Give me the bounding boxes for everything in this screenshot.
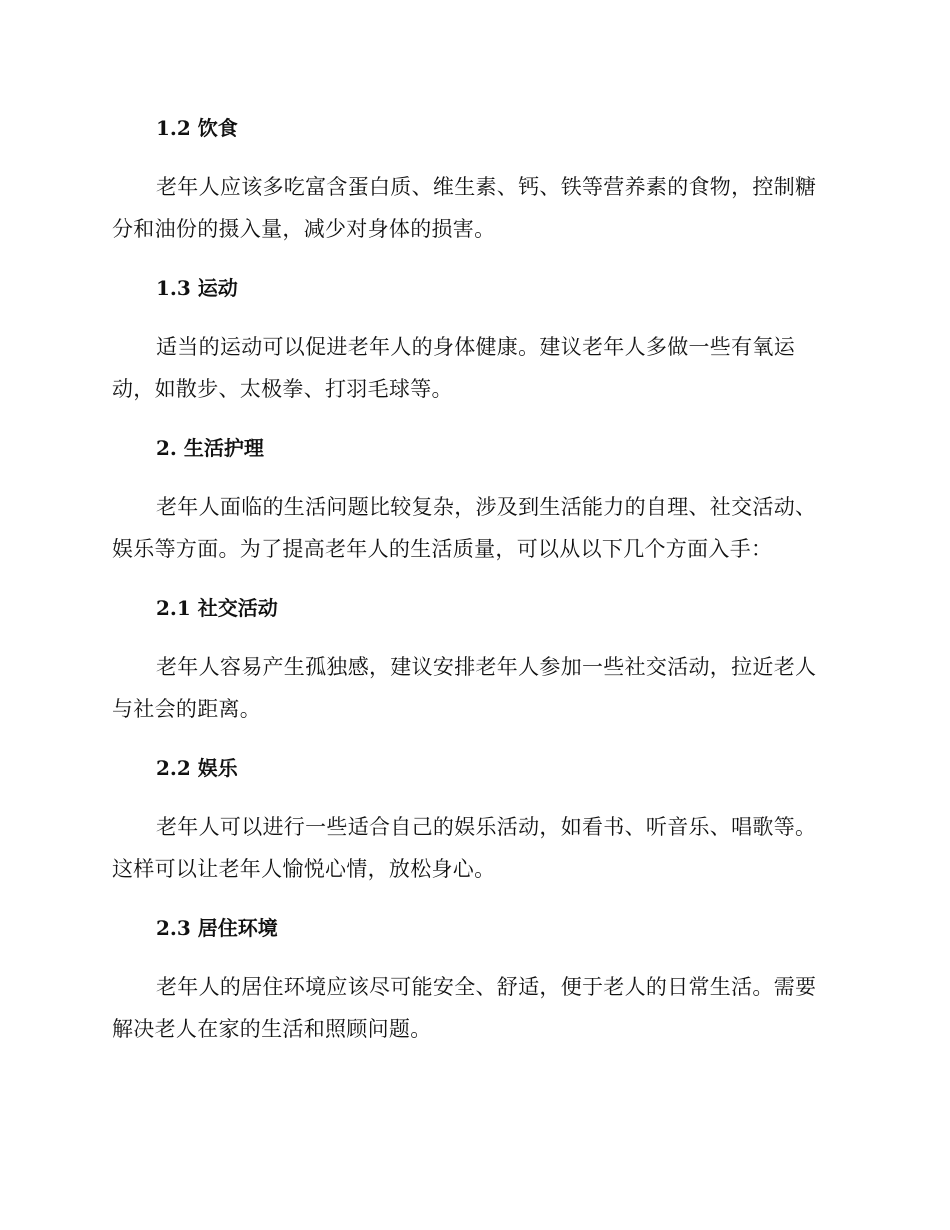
section-paragraph: 老年人应该多吃富含蛋白质、维生素、钙、铁等营养素的食物，控制糖分和油份的摄入量，减少对身体的损害。: [112, 175, 817, 241]
document-body: [112, 110, 832, 1050]
section-heading: 2. 生活护理: [156, 436, 264, 460]
section-paragraph: 适当的运动可以促进老年人的身体健康。建议老年人多做一些有氧运动，如散步、太极拳、打羽毛球等。: [112, 335, 795, 401]
section-paragraph: 老年人可以进行一些适合自己的娱乐活动，如看书、听音乐、唱歌等。这样可以让老年人愉悦心情，放松身心。: [112, 815, 817, 881]
section-paragraph: 老年人容易产生孤独感，建议安排老年人参加一些社交活动，拉近老人与社会的距离。: [112, 655, 817, 721]
section-entertainment: [112, 750, 832, 910]
section-paragraph: 老年人面临的生活问题比较复杂，涉及到生活能力的自理、社交活动、娱乐等方面。为了提高老年人的生活质量，可以从以下几个方面入手：: [112, 495, 817, 561]
section-social: [112, 590, 832, 750]
section-living-environment: [112, 910, 832, 1050]
section-paragraph: 老年人的居住环境应该尽可能安全、舒适，便于老人的日常生活。需要解决老人在家的生活和照顾问题。: [112, 975, 817, 1041]
section-diet: [112, 110, 832, 270]
section-heading: 1.3 运动: [156, 276, 238, 300]
section-heading: 2.2 娱乐: [156, 756, 238, 780]
section-exercise: [112, 270, 832, 430]
section-heading: 1.2 饮食: [156, 116, 238, 140]
section-life-care: [112, 430, 832, 590]
section-heading: 2.1 社交活动: [156, 596, 278, 620]
section-heading: 2.3 居住环境: [156, 916, 278, 940]
